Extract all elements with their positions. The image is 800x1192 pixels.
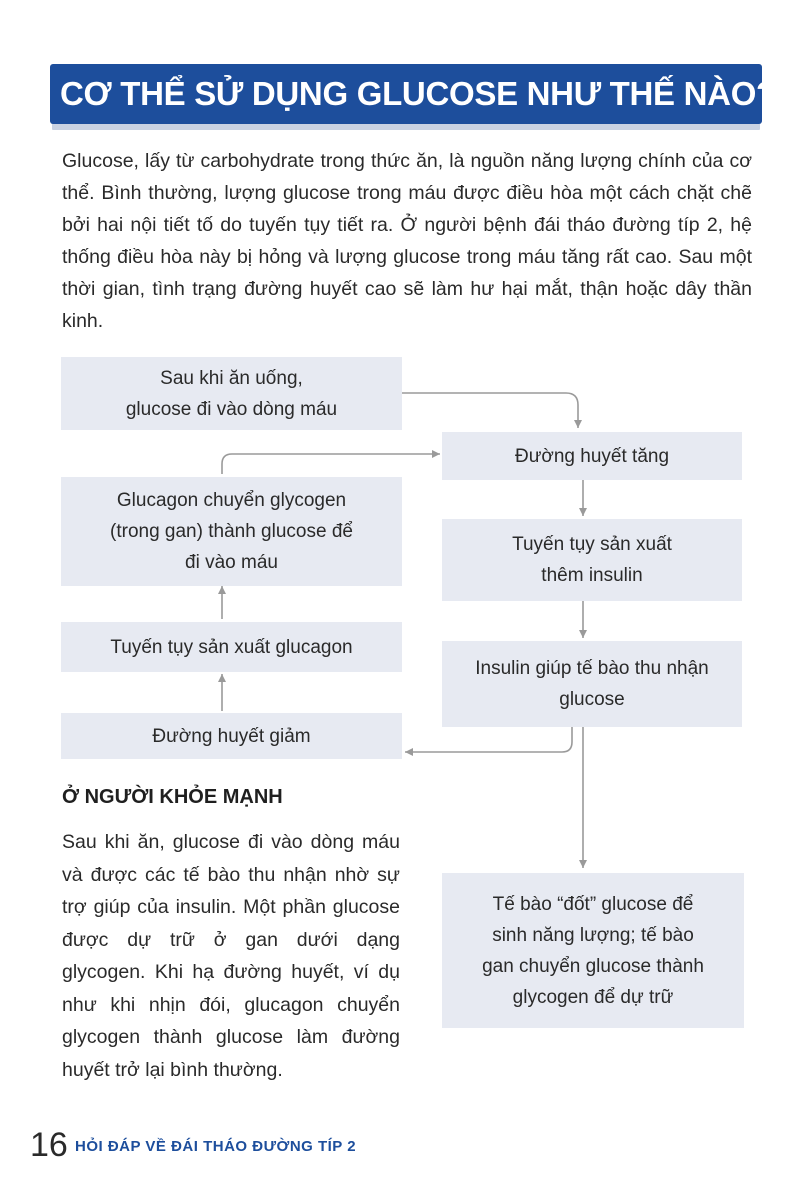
arrow-help-to-fall — [405, 727, 572, 752]
healthy-paragraph: Sau khi ăn, glucose đi vào dòng máu và được các tế bào thu nhận nhờ sự trợ giúp của insulin. Một phần glucose được dự trữ ở gan dưới dạng glycogen. Khi hạ đường huyết, ví dụ như khi nhịn đói, glucagon chuyển glycogen thành glucose làm đường huyết trở lại bình thường. — [62, 831, 400, 1081]
page-number: 16 — [30, 1126, 68, 1164]
box-sugar-falls: Đường huyết giảm — [61, 713, 402, 759]
healthy-heading: Ở NGƯỜI KHỎE MẠNH — [62, 786, 283, 808]
arrow-convert-to-rise — [222, 454, 440, 474]
page-title: CƠ THỂ SỬ DỤNG GLUCOSE NHƯ THẾ NÀO? — [60, 75, 776, 112]
intro-paragraph: Glucose, lấy từ carbohydrate trong thức ăn, là nguồn năng lượng chính của cơ thể. Bình thường, lượng glucose trong máu được điều hòa một cách chặt chẽ bởi hai nội tiết tố do tuyến tụy tiết ra. Ở người bệnh đái tháo đường típ 2, hệ thống điều hòa này bị hỏng và lượng glucose trong máu tăng rất cao. Sau một thời gian, tình trạng đường huyết cao sẽ làm hư hại mắt, thận hoặc dây thần kinh. — [62, 150, 752, 332]
arrow-eat-to-rise — [402, 393, 578, 428]
box-insulin-helps: Insulin giúp tế bào thu nhận glucose — [442, 641, 742, 727]
box-after-eating: Sau khi ăn uống, glucose đi vào dòng máu — [61, 357, 402, 430]
box-sugar-rises: Đường huyết tăng — [442, 432, 742, 480]
box-pancreas-glucagon: Tuyến tụy sản xuất glucagon — [61, 622, 402, 672]
box-glucagon-converts: Glucagon chuyển glycogen (trong gan) thành glucose để đi vào máu — [61, 477, 402, 586]
book-title: HỎI ĐÁP VỀ ĐÁI THÁO ĐƯỜNG TÍP 2 — [75, 1138, 357, 1155]
box-pancreas-insulin: Tuyến tụy sản xuất thêm insulin — [442, 519, 742, 601]
box-cells-burn: Tế bào “đốt” glucose để sinh năng lượng; tế bào gan chuyển glucose thành glycogen để dự trữ — [442, 873, 744, 1028]
